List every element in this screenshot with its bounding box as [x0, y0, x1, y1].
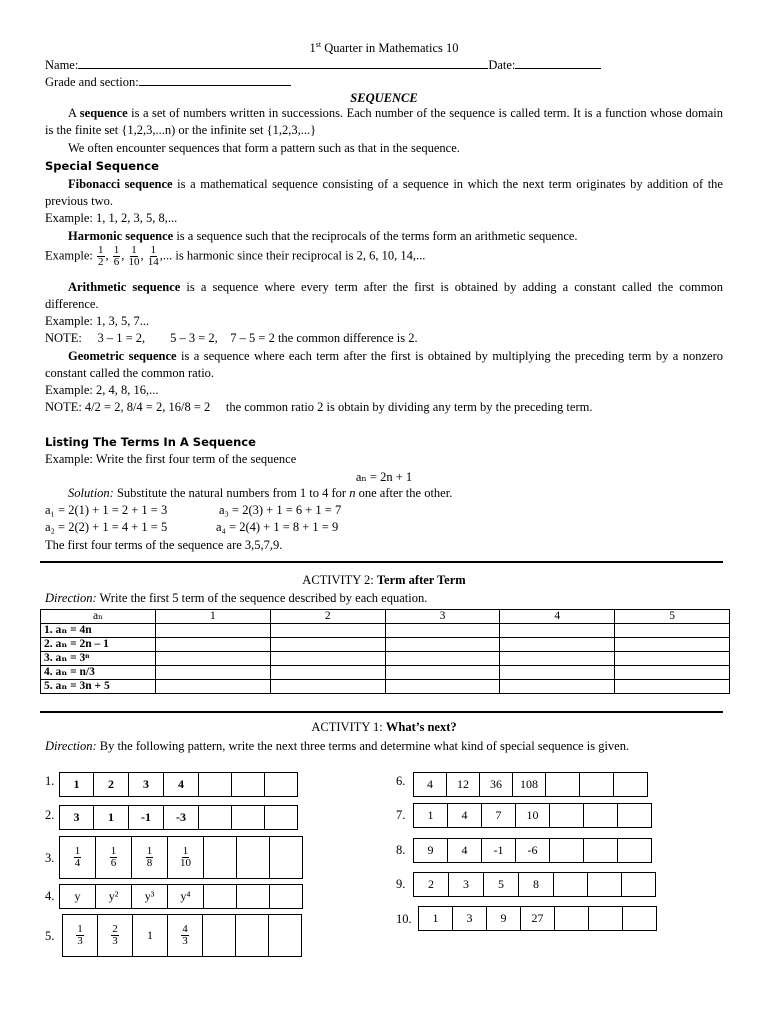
- harmonic-example: Example: $\frac{1}{2}$ , $\frac{1}{6}$ , $\frac{1}{10}$ , $\frac{1}{14}$ ,... is harmonic since their reciprocal is 2, 6, 10, 14,...: [45, 244, 426, 268]
- answer-cell[interactable]: [270, 624, 385, 638]
- term-cell: $\frac{1}{8}$: [131, 836, 168, 879]
- answer-cell[interactable]: [235, 914, 269, 957]
- listing-heading: Listing The Terms In A Sequence: [45, 435, 256, 449]
- answer-cell[interactable]: [270, 638, 385, 652]
- answer-cell[interactable]: [500, 666, 615, 680]
- fraction: $\frac{1}{10}$: [128, 244, 140, 268]
- answer-cell[interactable]: [156, 652, 271, 666]
- term-cell: -6: [515, 838, 550, 863]
- answer-cell[interactable]: [156, 624, 271, 638]
- fraction: $\frac{1}{2}$: [98, 244, 104, 268]
- answer-cell[interactable]: [500, 624, 615, 638]
- pattern-row-4: [59, 884, 303, 909]
- term-cell: 3: [448, 872, 484, 897]
- answer-cell[interactable]: [617, 838, 652, 863]
- arithmetic-example: Example: 1, 3, 5, 7...: [45, 314, 150, 328]
- answer-cell[interactable]: [587, 872, 622, 897]
- answer-cell[interactable]: [579, 772, 614, 797]
- answer-cell[interactable]: [198, 805, 232, 830]
- table-row: [41, 624, 730, 638]
- term-cell: y³: [131, 884, 168, 909]
- intro-paragraph-2: We often encounter sequences that form a pattern such as that in the sequence.: [68, 141, 460, 155]
- pattern-row-10: [418, 906, 657, 931]
- table-header-cell: 2: [270, 610, 385, 624]
- answer-cell[interactable]: [203, 836, 237, 879]
- special-heading: Special Sequence: [45, 159, 159, 173]
- term-cell: 1: [93, 805, 129, 830]
- solution-line-a2: a₂ = 2(2) + 1 = 4 + 1 = 5: [45, 520, 168, 534]
- table-header-cell: 3: [385, 610, 500, 624]
- term-cell: 7: [481, 803, 516, 828]
- activity2-title: ACTIVITY 2: Term after Term: [302, 573, 466, 587]
- answer-cell[interactable]: [549, 803, 584, 828]
- answer-cell[interactable]: [385, 680, 500, 694]
- term-cell: 4: [163, 772, 199, 797]
- answer-cell[interactable]: [385, 666, 500, 680]
- answer-cell[interactable]: [617, 803, 652, 828]
- term-cell: 4: [447, 803, 482, 828]
- answer-cell[interactable]: [198, 772, 232, 797]
- answer-cell[interactable]: [236, 884, 270, 909]
- answer-cell[interactable]: [583, 803, 618, 828]
- equation-cell: 5. aₙ = 3n + 5: [41, 680, 156, 694]
- name-line[interactable]: Name: Date:: [45, 57, 601, 73]
- term-cell: 1: [132, 914, 168, 957]
- geometric-note: NOTE: 4/2 = 2, 8/4 = 2, 16/8 = 2 the common ratio 2 is obtain by dividing any term by the preceding term.: [45, 400, 593, 414]
- answer-cell[interactable]: [270, 666, 385, 680]
- answer-cell[interactable]: [156, 638, 271, 652]
- pattern-row-7: [413, 803, 652, 828]
- answer-cell[interactable]: [203, 884, 237, 909]
- quarter-heading: 1st Quarter in Mathematics 10: [309, 40, 459, 56]
- term-cell: $\frac{1}{6}$: [95, 836, 132, 879]
- term-cell: 2: [413, 872, 449, 897]
- harmonic-paragraph: Harmonic sequence is a sequence such that the reciprocals of the terms form an arithmetic sequence.: [68, 229, 578, 243]
- term-cell: 4: [447, 838, 482, 863]
- answer-cell[interactable]: [270, 680, 385, 694]
- term-cell: 5: [483, 872, 519, 897]
- arithmetic-paragraph: Arithmetic sequence is a sequence where every term after the first is obtained by adding a constant called the common difference.: [45, 280, 723, 311]
- solution-line-a4: a₄ = 2(4) + 1 = 8 + 1 = 9: [216, 520, 339, 534]
- fraction: $\frac{1}{6}$: [113, 244, 120, 268]
- answer-cell[interactable]: [236, 836, 270, 879]
- answer-cell[interactable]: [385, 652, 500, 666]
- answer-cell[interactable]: [554, 906, 589, 931]
- fibonacci-paragraph: Fibonacci sequence is a mathematical sequence consisting of a sequence in which the next term originates by addition of the previous two.: [45, 177, 723, 208]
- activity1-title: ACTIVITY 1: What’s next?: [311, 720, 457, 734]
- answer-cell[interactable]: [500, 652, 615, 666]
- table-header-cell: 1: [156, 610, 271, 624]
- page-title: SEQUENCE: [350, 91, 418, 105]
- table-row: [41, 638, 730, 652]
- term-cell: $\frac{2}{3}$: [97, 914, 133, 957]
- activity1-direction: Direction: By the following pattern, write the next three terms and determine what kind of special sequence is given.: [45, 739, 630, 753]
- section-divider: [40, 711, 723, 713]
- geometric-example: Example: 2, 4, 8, 16,...: [45, 383, 159, 397]
- grade-section-line[interactable]: Grade and section:: [45, 74, 291, 90]
- item-number: 4.: [45, 889, 55, 903]
- pattern-row-2: [59, 805, 298, 830]
- geometric-paragraph: Geometric sequence is a sequence where each term after the first is obtained by multiplying the preceding term by a nonzero constant called the common ratio.: [45, 349, 723, 380]
- listing-example: Example: Write the first four term of the sequence: [45, 452, 297, 466]
- answer-cell[interactable]: [231, 772, 265, 797]
- answer-cell[interactable]: [500, 638, 615, 652]
- term-cell: $\frac{1}{3}$: [62, 914, 98, 957]
- answer-cell[interactable]: [385, 624, 500, 638]
- pattern-row-5: [62, 914, 302, 957]
- table-row: [41, 666, 730, 680]
- term-cell: 9: [486, 906, 521, 931]
- answer-cell[interactable]: [615, 624, 730, 638]
- equation-cell: 4. aₙ = n/3: [41, 666, 156, 680]
- term-cell: 3: [452, 906, 487, 931]
- term-cell: y: [59, 884, 96, 909]
- listing-conclusion: The first four terms of the sequence are 3,5,7,9.: [45, 538, 283, 552]
- answer-cell[interactable]: [269, 836, 303, 879]
- answer-cell[interactable]: [615, 652, 730, 666]
- fibonacci-example: Example: 1, 1, 2, 3, 5, 8,...: [45, 211, 178, 225]
- term-cell: 9: [413, 838, 448, 863]
- term-cell: $\frac{4}{3}$: [167, 914, 203, 957]
- arithmetic-note: NOTE: 3 – 1 = 2, 5 – 3 = 2, 7 – 5 = 2 the common difference is 2.: [45, 331, 418, 345]
- answer-cell[interactable]: [615, 680, 730, 694]
- answer-cell[interactable]: [545, 772, 580, 797]
- item-number: 6.: [396, 774, 406, 788]
- answer-cell[interactable]: [264, 805, 298, 830]
- item-number: 2.: [45, 808, 55, 822]
- section-divider: [40, 561, 723, 563]
- answer-cell[interactable]: [613, 772, 648, 797]
- table-header-cell: 4: [500, 610, 615, 624]
- term-cell: 1: [59, 772, 94, 797]
- answer-cell[interactable]: [156, 680, 271, 694]
- term-cell: -1: [128, 805, 164, 830]
- activity2-table: [40, 609, 730, 694]
- fraction: $\frac{1}{14}$: [147, 244, 159, 268]
- solution-line-a1: a₁ = 2(1) + 1 = 2 + 1 = 3: [45, 503, 168, 517]
- solution-line-a3: a₃ = 2(3) + 1 = 6 + 1 = 7: [219, 503, 342, 517]
- answer-cell[interactable]: [264, 772, 298, 797]
- term-cell: 3: [128, 772, 164, 797]
- term-cell: 12: [446, 772, 480, 797]
- table-header-row: [41, 610, 730, 624]
- answer-cell[interactable]: [615, 638, 730, 652]
- term-cell: 10: [515, 803, 550, 828]
- answer-cell[interactable]: [588, 906, 623, 931]
- answer-cell[interactable]: [269, 884, 303, 909]
- answer-cell[interactable]: [621, 872, 656, 897]
- answer-cell[interactable]: [583, 838, 618, 863]
- term-cell: 1: [418, 906, 453, 931]
- answer-cell[interactable]: [549, 838, 584, 863]
- answer-cell[interactable]: [231, 805, 265, 830]
- term-cell: $\frac{1}{10}$: [167, 836, 204, 879]
- term-cell: 3: [59, 805, 94, 830]
- listing-formula: aₙ = 2n + 1: [355, 470, 413, 484]
- pattern-row-9: [413, 872, 656, 897]
- item-number: 8.: [396, 843, 406, 857]
- term-cell: 36: [479, 772, 513, 797]
- term-cell: y⁴: [167, 884, 204, 909]
- term-cell: -1: [481, 838, 516, 863]
- term-cell: y²: [95, 884, 132, 909]
- intro-paragraph: A sequence is a set of numbers written in successions. Each number of the sequence is called term. It is a function whose domain is the finite set {1,2,3,...n) or the infinite set {1,2,3,...}: [45, 106, 723, 137]
- answer-cell[interactable]: [385, 638, 500, 652]
- table-row: [41, 680, 730, 694]
- term-cell: -3: [163, 805, 199, 830]
- term-cell: 2: [93, 772, 129, 797]
- term-cell: 8: [518, 872, 554, 897]
- equation-cell: 1. aₙ = 4n: [41, 624, 156, 638]
- term-cell: 108: [512, 772, 546, 797]
- item-number: 9.: [396, 877, 406, 891]
- answer-cell[interactable]: [270, 652, 385, 666]
- answer-cell[interactable]: [500, 680, 615, 694]
- pattern-row-3: [59, 836, 303, 879]
- listing-solution: Solution: Substitute the natural numbers from 1 to 4 for n one after the other.: [68, 486, 453, 500]
- term-cell: $\frac{1}{4}$: [59, 836, 96, 879]
- pattern-row-8: [413, 838, 652, 863]
- answer-cell[interactable]: [553, 872, 588, 897]
- answer-cell[interactable]: [615, 666, 730, 680]
- answer-cell[interactable]: [156, 666, 271, 680]
- table-header-cell: 5: [615, 610, 730, 624]
- answer-cell[interactable]: [622, 906, 657, 931]
- equation-cell: 3. aₙ = 3ⁿ: [41, 652, 156, 666]
- item-number: 3.: [45, 851, 55, 865]
- item-number: 7.: [396, 808, 406, 822]
- pattern-row-6: [413, 772, 648, 797]
- answer-cell[interactable]: [202, 914, 236, 957]
- activity2-direction: Direction: Write the first 5 term of the sequence described by each equation.: [45, 591, 428, 605]
- table-row: [41, 652, 730, 666]
- item-number: 1.: [45, 774, 55, 788]
- equation-cell: 2. aₙ = 2n – 1: [41, 638, 156, 652]
- item-number: 10.: [396, 912, 412, 926]
- term-cell: 4: [413, 772, 447, 797]
- term-cell: 1: [413, 803, 448, 828]
- answer-cell[interactable]: [268, 914, 302, 957]
- term-cell: 27: [520, 906, 555, 931]
- pattern-row-1: [59, 772, 298, 797]
- table-header-cell: aₙ: [41, 610, 156, 624]
- item-number: 5.: [45, 929, 55, 943]
